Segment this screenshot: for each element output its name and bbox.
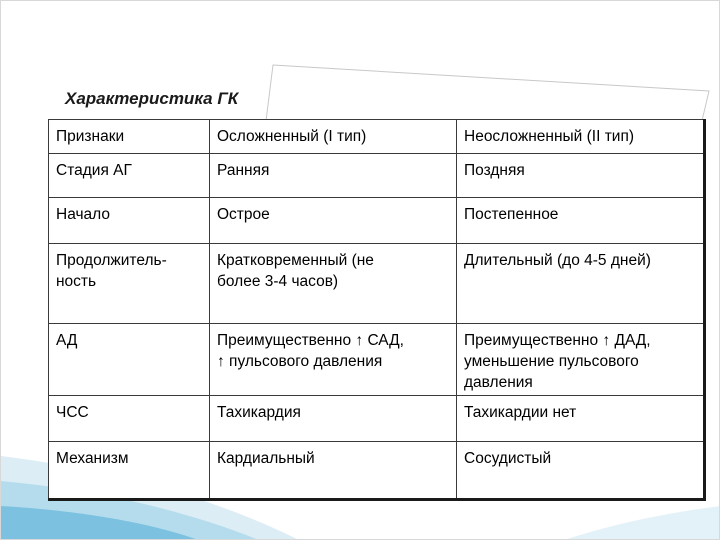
table-row [49,324,705,396]
characteristics-table [48,119,706,501]
table-cell: Продолжитель- ность [49,244,210,324]
header-cell-uncomplicated: Неосложненный (II тип) [457,120,705,154]
table-cell: Тахикардия [210,396,457,442]
table-cell: Преимущественно ↑ САД, ↑ пульсового давления [210,324,457,396]
table-cell: Преимущественно ↑ ДАД, уменьшение пульсового давления [457,324,705,396]
table-cell: Ранняя [210,154,457,198]
table-cell: Стадия АГ [49,154,210,198]
table-cell: АД [49,324,210,396]
table-row [49,154,705,198]
table-row [49,442,705,500]
table-row [49,396,705,442]
table-cell: Кратковременный (не более 3-4 часов) [210,244,457,324]
outline-shape [266,65,709,125]
table-row [49,244,705,324]
table-cell: ЧСС [49,396,210,442]
table-row [49,198,705,244]
header-cell-complicated: Осложненный (I тип) [210,120,457,154]
table-cell: Механизм [49,442,210,500]
table-cell: Длительный (до 4-5 дней) [457,244,705,324]
table-cell: Кардиальный [210,442,457,500]
table-cell: Поздняя [457,154,705,198]
table-cell: Острое [210,198,457,244]
wave-decoration-right [561,506,720,540]
table-cell: Постепенное [457,198,705,244]
table-cell: Сосудистый [457,442,705,500]
table-cell: Начало [49,198,210,244]
slide-title: Характеристика ГК [65,89,239,108]
table-cell: Тахикардии нет [457,396,705,442]
header-cell-signs: Признаки [49,120,210,154]
table-header-row [49,120,705,154]
